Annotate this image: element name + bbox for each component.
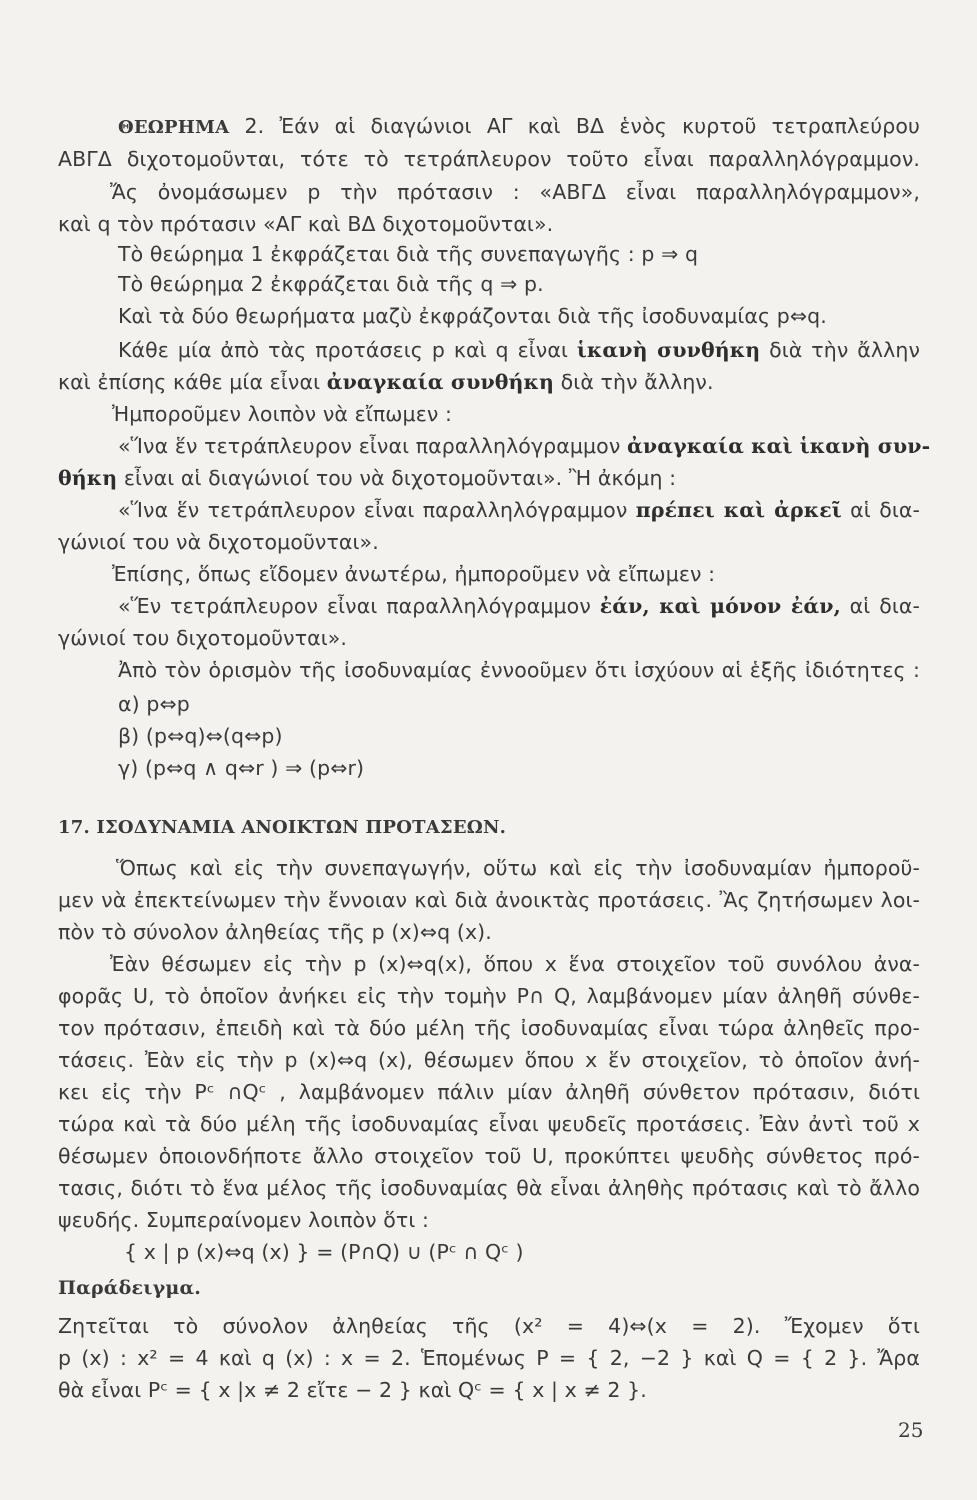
text-line: Ἄς ὀνομάσωμεν p τὴν πρότασιν : «ΑΒΓΔ εἶναι παραλληλόγραμμον», — [110, 180, 920, 204]
property-alpha: α) p⇔p — [118, 692, 190, 716]
theorem-line-1: ΘΕΩΡΗΜΑ 2. Ἐάν αἱ διαγώνιοι ΑΓ καὶ ΒΔ ἑνὸς κυρτοῦ τετραπλεύρου — [118, 114, 920, 138]
text-line: θὰ εἶναι Pᶜ = { x |x ≠ 2 εἴτε − 2 } καὶ Qᶜ = { x | x ≠ 2 }. — [58, 1378, 647, 1402]
text-line: καὶ q τὸν πρότασιν «ΑΓ καὶ ΒΔ διχοτομοῦνται». — [58, 212, 554, 236]
property-gamma: γ) (p⇔q ∧ q⇔r ) ⇒ (p⇔r) — [118, 756, 365, 780]
text-line: Ἠμποροῦμεν λοιπὸν νὰ εἴπωμεν : — [112, 402, 453, 426]
formula: { x | p (x)⇔q (x) } = (P∩Q) ∪ (Pᶜ ∩ Qᶜ ) — [124, 1240, 524, 1264]
text-line: p (x) : x² = 4 καὶ q (x) : x = 2. Ἑπομένως P = { 2, −2 } καὶ Q = { 2 }. Ἄρα — [58, 1346, 920, 1370]
text-line: «Ἕν τετράπλευρον εἶναι παραλληλόγραμμον ἐάν, καὶ μόνον ἐάν, αἱ δια- — [118, 594, 920, 618]
text-line: Καὶ τὰ δύο θεωρήματα μαζὺ ἐκφράζονται διὰ τῆς ἰσοδυναμίας p⇔q. — [118, 304, 827, 328]
text-line: Ἀπὸ τὸν ὁρισμὸν τῆς ἰσοδυναμίας ἐννοοῦμεν ὅτι ἰσχύουν αἱ ἑξῆς ἰδιότητες : — [118, 658, 920, 682]
bold-term: πρέπει καὶ ἀρκεῖ — [635, 498, 842, 522]
text-line: μεν νὰ ἐπεκτείνωμεν τὴν ἔννοιαν καὶ διὰ ἀνοικτὰς προτάσεις. Ἂς ζητήσωμεν λοι- — [58, 888, 920, 912]
text-line: θήκη εἶναι αἱ διαγώνιοί του νὰ διχοτομοῦνται». Ἢ ἀκόμη : — [58, 466, 677, 490]
text-line: Ἐὰν θέσωμεν εἰς τὴν p (x)⇔q(x), ὅπου x ἕνα στοιχεῖον τοῦ συνόλου ἀνα- — [110, 952, 920, 976]
text-line: Ζητεῖται τὸ σύνολον ἀληθείας τῆς (x² = 4)⇔(x = 2). Ἔχομεν ὅτι — [58, 1314, 920, 1338]
text-line: τάσεις. Ἐὰν εἰς τὴν p (x)⇔q (x), θέσωμεν ὅπου x ἕν στοιχεῖον, τὸ ὁποῖον ἀνή- — [58, 1048, 920, 1072]
theorem-label: ΘΕΩΡΗΜΑ — [118, 117, 230, 138]
text-line: Ἐπίσης, ὅπως εἴδομεν ἀνωτέρω, ἠμποροῦμεν νὰ εἴπωμεν : — [112, 562, 716, 586]
bold-term: ἀναγκαία συνθήκη — [326, 370, 555, 394]
bold-term: ἱκανὴ συνθήκη — [576, 338, 761, 362]
page-number: 25 — [898, 1418, 924, 1442]
text-line: τώρα καὶ τὰ δύο μέλη τῆς ἰσοδυναμίας εἶναι ψευδεῖς προτάσεις. Ἐὰν ἀντὶ τοῦ x — [58, 1112, 920, 1136]
example-heading: Παράδειγμα. — [58, 1277, 202, 1299]
text-line: τασις, διότι τὸ ἕνα μέλος τῆς ἰσοδυναμίας θὰ εἶναι ἀληθὴς πρότασις καὶ τὸ ἄλλο — [58, 1176, 920, 1200]
text-line: τον πρότασιν, ἐπειδὴ καὶ τὰ δύο μέλη τῆς ἰσοδυναμίας εἶναι τώρα ἀληθεῖς προ- — [58, 1016, 920, 1040]
property-beta: β) (p⇔q)⇔(q⇔p) — [118, 724, 283, 748]
text-line: πὸν τὸ σύνολον ἀληθείας τῆς p (x)⇔q (x). — [58, 920, 492, 944]
text-line: κει εἰς τὴν Pᶜ ∩Qᶜ , λαμβάνομεν πάλιν μίαν ἀληθῆ σύνθετον πρότασιν, διότι — [58, 1080, 920, 1104]
bold-term: ἀναγκαία καὶ ἱκανὴ συν- — [627, 434, 931, 458]
text-line: «Ἵνα ἕν τετράπλευρον εἶναι παραλληλόγραμμον ἀναγκαία καὶ ἱκανὴ συν- — [118, 434, 931, 458]
text-line: Τὸ θεώρημα 1 ἐκφράζεται διὰ τῆς συνεπαγωγῆς : p ⇒ q — [118, 242, 699, 266]
text-line: Κάθε μία ἀπὸ τὰς προτάσεις p καὶ q εἶναι ἱκανὴ συνθήκη διὰ τὴν ἄλλην — [118, 338, 921, 362]
text-line: Ὅπως καὶ εἰς τὴν συνεπαγωγήν, οὕτω καὶ εἰς τὴν ἰσοδυναμίαν ἠμποροῦ- — [116, 856, 920, 880]
text-line: γώνιοί του νὰ διχοτομοῦνται». — [58, 530, 379, 554]
text-line: Τὸ θεώρημα 2 ἐκφράζεται διὰ τῆς q ⇒ p. — [118, 272, 544, 296]
bold-term: θήκη — [58, 466, 118, 490]
text-line: ΑΒΓΔ διχοτομοῦνται, τότε τὸ τετράπλευρον τοῦτο εἶναι παραλληλόγραμμον. — [58, 147, 920, 171]
text-line: καὶ ἐπίσης κάθε μία εἶναι ἀναγκαία συνθήκη διὰ τὴν ἄλλην. — [58, 370, 714, 394]
text-line: γώνιοί του διχοτομοῦνται». — [58, 626, 348, 650]
text-line: «Ἵνα ἕν τετράπλευρον εἶναι παραλληλόγραμμον πρέπει καὶ ἀρκεῖ αἱ δια- — [118, 498, 920, 522]
section-heading: 17. ΙΣΟΔΥΝΑΜΙΑ ΑΝΟΙΚΤΩΝ ΠΡΟΤΑΣΕΩΝ. — [58, 817, 507, 838]
bold-term: ἐάν, καὶ μόνον ἐάν, — [599, 594, 841, 618]
text-line: φορᾶς U, τὸ ὁποῖον ἀνήκει εἰς τὴν τομὴν P∩ Q, λαμβάνομεν μίαν ἀληθῆ σύνθε- — [58, 984, 920, 1008]
text-line: ψευδής. Συμπεραίνομεν λοιπὸν ὅτι : — [58, 1208, 429, 1232]
text-line: θέσωμεν ὁποιονδήποτε ἄλλο στοιχεῖον τοῦ U, προκύπτει ψευδὴς σύνθετος πρό- — [58, 1144, 920, 1168]
